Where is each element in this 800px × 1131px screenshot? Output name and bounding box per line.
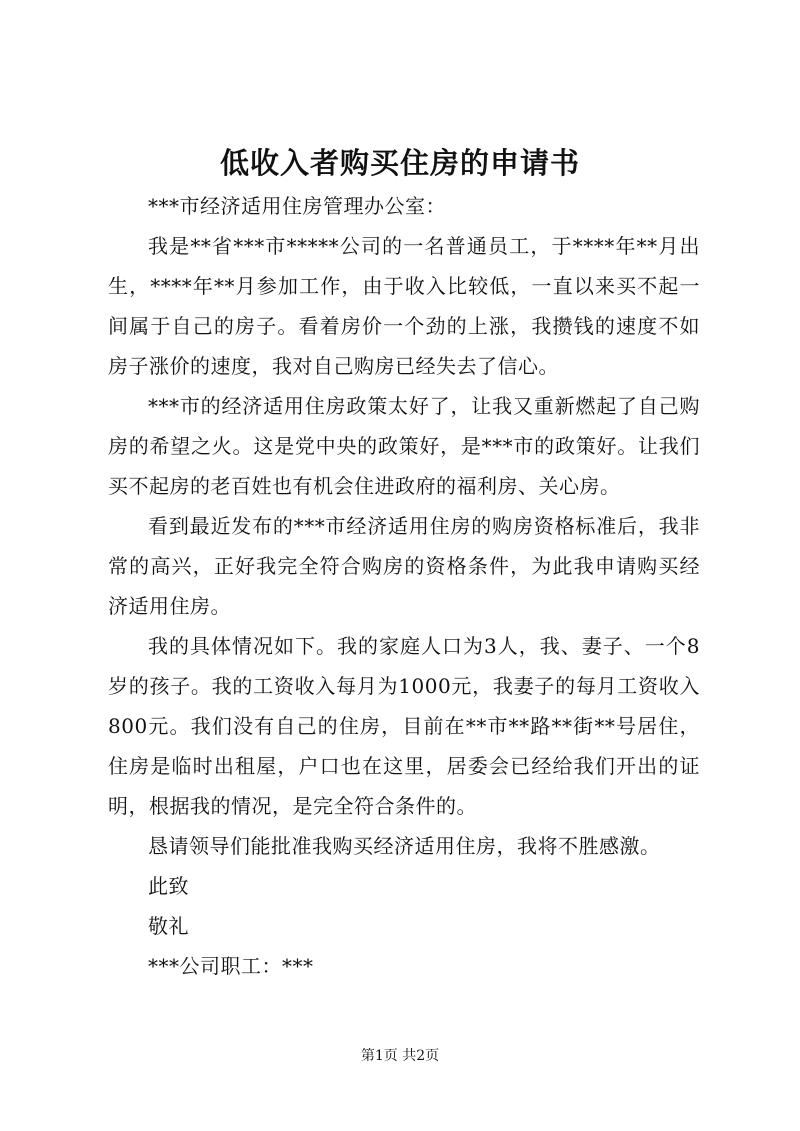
document-title: 低收入者购买住房的申请书 [219,146,580,180]
closing-salute: 敬礼 [148,914,189,938]
salutation: ***市经济适用住房管理办公室： [148,194,446,218]
page-number: 第1页 共2页 [360,1048,440,1064]
paragraph-policy: ***市的经济适用住房政策太好了，让我又重新燃起了自己购房的希望之火。这是党中央的政策好，是***市的政策好。让我们买不起房的老百姓也有机会住进政府的福利房、关心房。 [108,394,700,498]
paragraph-qualification: 看到最近发布的***市经济适用住房的购房资格标准后，我非常的高兴，正好我完全符合购房的资格条件，为此我申请购买经济适用住房。 [108,514,700,618]
closing-respectfully: 此致 [148,874,189,898]
paragraph-request: 恳请领导们能批准我购买经济适用住房，我将不胜感激。 [148,834,661,858]
document-body [108,186,700,986]
paragraph-intro: 我是**省***市*****公司的一名普通员工，于****年**月出生，****年**月参加工作，由于收入比较低，一直以来买不起一间属于自己的房子。看着房价一个劲的上涨，我攒钱的速度不如房子涨价的速度，我对自己购房已经失去了信心。 [108,234,700,378]
signature: ***公司职工：*** [148,954,314,978]
paragraph-situation: 我的具体情况如下。我的家庭人口为3人，我、妻子、一个8岁的孩子。我的工资收入每月为1000元，我妻子的每月工资收入800元。我们没有自己的住房，目前在**市**路**街**号居住，住房是临时出租屋，户口也在这里，居委会已经给我们开出的证明，根据我的情况，是完全符合条件的。 [108,634,700,818]
